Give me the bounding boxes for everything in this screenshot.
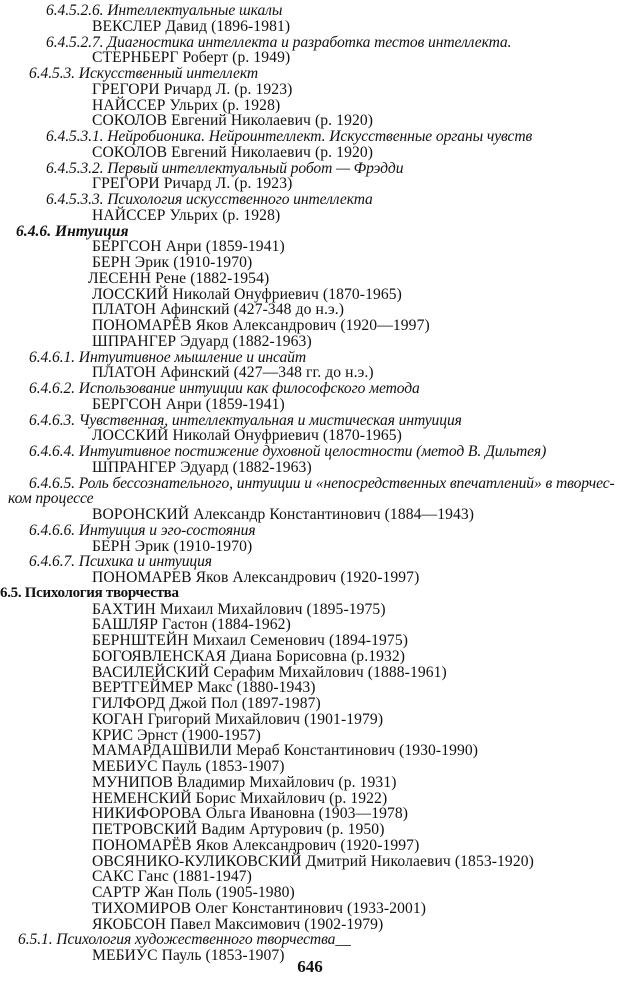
person-entry: ВАСИЛЕЙСКИЙ Серафим Михайлович (1888-1961)	[92, 663, 447, 681]
person-entry: БЕРНШТЕЙН Михаил Семенович (1894-1975)	[92, 632, 409, 649]
person-entry: БЕРГСОН Анри (1859-1941)	[92, 238, 285, 256]
person-entry: ВЕРТГЕЙМЕР Макс (1880-1943)	[92, 679, 316, 697]
person-entry: ПОНОМАРЁВ Яков Александрович (1920—1997)	[92, 317, 430, 334]
section-heading: 6.4.5.3.2. Первый интеллектуальный робот — Фрэдди	[46, 159, 404, 177]
person-entry: НАЙССЕР Ульрих (р. 1928)	[92, 206, 281, 224]
person-entry: САКС Ганс (1881-1947)	[92, 868, 252, 886]
section-heading: 6.4.6.6. Интуиция и эго-состояния	[29, 521, 256, 539]
person-entry: ЛЕСЕНН Рене (1882-1954)	[88, 269, 270, 287]
person-entry: ТИХОМИРОВ Олег Константинович (1933-2001)	[92, 899, 427, 917]
section-heading: 6.4.6.1. Интуитивное мышление и инсайт	[29, 348, 306, 366]
section-heading: 6.4.5.3. Искусственный интеллект	[29, 65, 258, 82]
person-entry: ШПРАНГЕР Эдуард (1882-1963)	[92, 332, 312, 350]
section-heading: 6.4.6.2. Использование интуиции как философского метода	[29, 380, 420, 397]
page-number: 646	[297, 957, 323, 976]
person-entry: МУНИПОВ Владимир Михайлович (р. 1931)	[92, 773, 397, 791]
person-entry: БЕРН Эрик (1910-1970)	[92, 254, 253, 271]
person-entry: ГИЛФОРД Джой Пол (1897-1987)	[92, 695, 321, 712]
person-entry: МАМАРДАШВИЛИ Мераб Константинович (1930-1990)	[92, 742, 479, 760]
person-entry: ГРЕГОРИ Ричард Л. (р. 1923)	[92, 175, 293, 193]
person-entry: ЛОССКИЙ Николай Онуфриевич (1870-1965)	[92, 427, 402, 445]
person-entry: НЕМЕНСКИЙ Борис Михайлович (р. 1922)	[92, 789, 388, 807]
person-entry: ГРЕГОРИ Ричард Л. (р. 1923)	[92, 80, 293, 98]
section-heading: 6.5.1. Психология художественного творчества__	[18, 931, 351, 949]
person-entry: МЕБИУС Пауль (1853-1907)	[92, 947, 285, 964]
person-entry: БАШЛЯР Гастон (1884-1962)	[92, 616, 291, 634]
person-entry: ВЕКСЛЕР Давид (1896-1981)	[92, 17, 291, 35]
person-entry: СОКОЛОВ Евгений Николаевич (р. 1920)	[92, 112, 374, 130]
section-heading: 6.4.6.4. Интуитивное постижение духовной целостности (метод В. Дильтея)	[29, 443, 547, 460]
person-entry: ЛОССКИЙ Николай Онуфриевич (1870-1965)	[92, 285, 402, 303]
section-heading: 6.4.6.5. Роль бессознательного, интуиции и «непосредственных впечатлений» в творчес-	[29, 474, 615, 492]
person-entry: КОГАН Григорий Михайлович (1901-1979)	[92, 710, 384, 728]
section-heading: 6.4.5.2.6. Интеллектуальные шкалы	[46, 2, 283, 19]
section-heading: 6.4.6.3. Чувственная, интеллектуальная и мистическая интуиция	[29, 411, 462, 429]
person-entry: КРИС Эрнст (1900-1957)	[92, 726, 261, 744]
person-entry: ЯКОБСОН Павел Максимович (1902-1979)	[92, 915, 384, 933]
section-heading: 6.4.5.3.1. Нейробионика. Нейроинтеллект. Искусственные органы чувств	[46, 128, 533, 145]
person-entry: ПЛАТОН Афинский (427—348 гг. до н.э.)	[92, 364, 374, 382]
person-entry: БЕРН Эрик (1910-1970)	[92, 537, 253, 555]
person-entry: СТЕРНБЕРГ Роберт (р. 1949)	[92, 49, 291, 67]
person-entry: ПЕТРОВСКИЙ Вадим Артурович (р. 1950)	[92, 821, 385, 838]
person-entry: НИКИФОРОВА Ольга Ивановна (1903—1978)	[92, 805, 409, 823]
section-heading: 6.4.6.7. Психика и интуиция	[29, 553, 212, 571]
person-entry: БАХТИН Михаил Михайлович (1895-1975)	[92, 600, 386, 618]
section-heading: ком процессе	[8, 490, 94, 508]
person-entry: БОГОЯВЛЕНСКАЯ Диана Борисовна (р.1932)	[92, 647, 406, 665]
person-entry: ОВСЯНИКО-КУЛИКОВСКИЙ Дмитрий Николаевич (1853-1920)	[92, 852, 534, 870]
person-entry: МЕБИУС Пауль (1853-1907)	[92, 758, 285, 775]
person-entry: ПЛАТОН Афинский (427-348 до н.э.)	[92, 301, 345, 319]
section-heading: 6.4.5.2.7. Диагностика интеллекта и разработка тестов интеллекта.	[46, 33, 512, 51]
person-entry: БЕРГСОН Анри (1859-1941)	[92, 395, 285, 413]
section-heading: 6.4.5.3.3. Психология искусственного интеллекта	[46, 191, 373, 208]
person-entry: ШПРАНГЕР Эдуард (1882-1963)	[92, 458, 312, 476]
section-heading: 6.4.6. Интуиция	[16, 222, 129, 240]
section-heading: 6.5. Психология творчества	[0, 584, 179, 601]
person-entry: СОКОЛОВ Евгений Николаевич (р. 1920)	[92, 143, 374, 161]
person-entry: НАЙССЕР Ульрих (р. 1928)	[92, 96, 281, 114]
person-entry: ПОНОМАРЁВ Яков Александрович (1920-1997)	[92, 836, 420, 854]
person-entry: САРТР Жан Поль (1905-1980)	[92, 884, 295, 901]
person-entry: ПОНОМАРЕВ Яков Александрович (1920-1997)	[92, 569, 420, 586]
person-entry: ВОРОНСКИЙ Александр Константинович (1884—1943)	[92, 506, 475, 523]
